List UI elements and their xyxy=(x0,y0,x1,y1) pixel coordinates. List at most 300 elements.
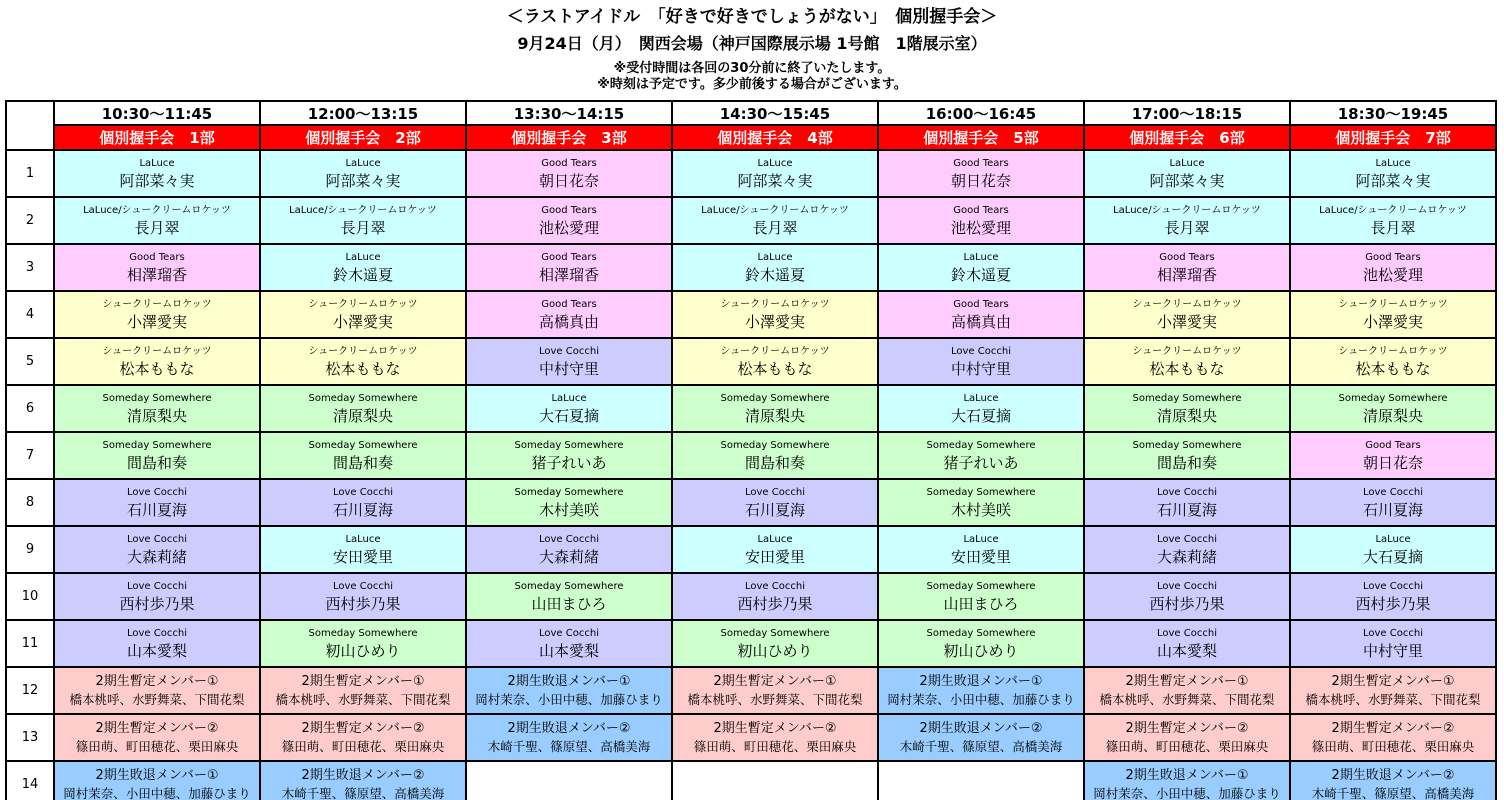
group-label: LaLuce/シュークリームロケッツ xyxy=(289,204,437,216)
schedule-row xyxy=(6,761,1496,800)
schedule-cell xyxy=(260,526,466,573)
session-header: 個別握手会 6部 xyxy=(1084,125,1290,150)
group-label: Love Cocchi xyxy=(1363,627,1423,639)
schedule-cell xyxy=(54,150,260,197)
group-label: Love Cocchi xyxy=(1363,580,1423,592)
member-name: 高橋真由 xyxy=(538,312,599,331)
group-label: 2期生暫定メンバー① xyxy=(95,674,219,689)
schedule-cell xyxy=(672,385,878,432)
schedule-cell xyxy=(54,714,260,761)
schedule-row xyxy=(6,291,1496,338)
member-name: 山田まひろ xyxy=(943,594,1019,613)
member-name: 池松愛理 xyxy=(950,218,1011,237)
member-name: 山田まひろ xyxy=(531,594,607,613)
group-label: 2期生暫定メンバー① xyxy=(713,674,837,689)
group-label: Someday Somewhere xyxy=(720,439,830,451)
event-notes xyxy=(0,61,1504,93)
schedule-cell xyxy=(466,150,672,197)
schedule-row xyxy=(6,479,1496,526)
schedule-cell xyxy=(672,526,878,573)
session-header: 個別握手会 2部 xyxy=(260,125,466,150)
schedule-cell xyxy=(54,479,260,526)
group-label: LaLuce xyxy=(757,251,793,263)
member-name: 木崎千聖、篠原望、高橋美海 xyxy=(899,739,1063,754)
schedule-cell xyxy=(1290,338,1496,385)
schedule-row xyxy=(6,714,1496,761)
group-label: Someday Somewhere xyxy=(926,439,1036,451)
group-label: Love Cocchi xyxy=(1363,486,1423,498)
schedule-cell xyxy=(54,197,260,244)
schedule-row xyxy=(6,385,1496,432)
schedule-cell xyxy=(1084,526,1290,573)
member-name: 木崎千聖、篠原望、高橋美海 xyxy=(1311,786,1475,800)
schedule-cell xyxy=(466,244,672,291)
schedule-cell xyxy=(54,761,260,800)
schedule-cell xyxy=(54,573,260,620)
group-label: LaLuce/シュークリームロケッツ xyxy=(83,204,231,216)
schedule-cell xyxy=(466,338,672,385)
group-label: LaLuce xyxy=(1375,533,1411,545)
member-name: 篠田萌、町田穂花、栗田麻央 xyxy=(693,739,857,754)
member-name: 小澤愛実 xyxy=(126,312,187,331)
schedule-cell xyxy=(878,573,1084,620)
group-label: LaLuce/シュークリームロケッツ xyxy=(1319,204,1467,216)
lane-number: 8 xyxy=(6,479,54,526)
group-label: Someday Somewhere xyxy=(514,486,624,498)
schedule-cell xyxy=(672,714,878,761)
group-label: シュークリームロケッツ xyxy=(1338,298,1448,310)
member-name: 石川夏海 xyxy=(1362,500,1423,519)
schedule-cell xyxy=(1084,244,1290,291)
schedule-cell xyxy=(878,338,1084,385)
member-name: 池松愛理 xyxy=(1362,265,1423,284)
member-name: 間島和奏 xyxy=(1156,453,1217,472)
schedule-cell xyxy=(260,244,466,291)
schedule-cell xyxy=(878,150,1084,197)
group-label: 2期生暫定メンバー① xyxy=(1125,674,1249,689)
group-label: Love Cocchi xyxy=(539,627,599,639)
group-label: LaLuce xyxy=(139,157,175,169)
group-label: Love Cocchi xyxy=(1157,627,1217,639)
member-name: 籾山ひめり xyxy=(325,641,401,660)
group-label: LaLuce xyxy=(1375,157,1411,169)
member-name: 石川夏海 xyxy=(126,500,187,519)
member-name: 橋本桃呼、水野舞菜、下間花梨 xyxy=(687,692,863,707)
lane-number: 14 xyxy=(6,761,54,800)
schedule-cell xyxy=(260,338,466,385)
schedule-cell xyxy=(260,291,466,338)
group-label: Love Cocchi xyxy=(127,533,187,545)
group-label: 2期生敗退メンバー① xyxy=(95,768,219,783)
lane-number: 4 xyxy=(6,291,54,338)
lane-number: 10 xyxy=(6,573,54,620)
member-name: 木村美咲 xyxy=(538,500,599,519)
group-label: 2期生暫定メンバー② xyxy=(95,721,219,736)
member-name: 橋本桃呼、水野舞菜、下間花梨 xyxy=(69,692,245,707)
lane-number: 7 xyxy=(6,432,54,479)
member-name: 清原梨央 xyxy=(332,406,393,425)
schedule-cell xyxy=(878,244,1084,291)
member-name: 朝日花奈 xyxy=(538,171,599,190)
group-label: Love Cocchi xyxy=(127,486,187,498)
group-label: シュークリームロケッツ xyxy=(720,298,830,310)
group-label: 2期生暫定メンバー② xyxy=(1125,721,1249,736)
member-name: 篠田萌、町田穂花、栗田麻央 xyxy=(1311,739,1475,754)
schedule-row xyxy=(6,432,1496,479)
schedule-cell xyxy=(878,385,1084,432)
group-label: Someday Somewhere xyxy=(308,439,418,451)
schedule-cell xyxy=(878,526,1084,573)
schedule-row xyxy=(6,338,1496,385)
empty-cell xyxy=(672,761,878,800)
member-name: 木崎千聖、篠原望、高橋美海 xyxy=(487,739,651,754)
group-label: Someday Somewhere xyxy=(102,392,212,404)
lane-number: 6 xyxy=(6,385,54,432)
group-label: Love Cocchi xyxy=(333,486,393,498)
note-line-1: ※受付時間は各回の30分前に終了いたします。 xyxy=(613,61,891,76)
group-label: 2期生暫定メンバー② xyxy=(1331,721,1455,736)
member-name: 長月翠 xyxy=(1370,218,1416,237)
member-name: 安田愛里 xyxy=(950,547,1011,566)
schedule-cell xyxy=(878,714,1084,761)
schedule-cell xyxy=(1290,150,1496,197)
schedule-cell xyxy=(672,479,878,526)
group-label: Someday Somewhere xyxy=(926,627,1036,639)
schedule-cell xyxy=(54,338,260,385)
member-name: 池松愛理 xyxy=(538,218,599,237)
schedule-cell xyxy=(1084,573,1290,620)
group-label: シュークリームロケッツ xyxy=(308,298,418,310)
member-name: 山本愛梨 xyxy=(126,641,187,660)
schedule-cell xyxy=(466,714,672,761)
member-name: 長月翠 xyxy=(752,218,798,237)
member-name: 石川夏海 xyxy=(332,500,393,519)
schedule-cell xyxy=(260,620,466,667)
schedule-cell xyxy=(260,197,466,244)
group-label: シュークリームロケッツ xyxy=(720,345,830,357)
schedule-cell xyxy=(1084,432,1290,479)
member-name: 石川夏海 xyxy=(1156,500,1217,519)
session-header: 個別握手会 1部 xyxy=(54,125,260,150)
schedule-cell xyxy=(1084,479,1290,526)
time-slot-header: 18:30～19:45 xyxy=(1290,101,1496,125)
group-label: シュークリームロケッツ xyxy=(1338,345,1448,357)
schedule-cell xyxy=(54,432,260,479)
lane-number: 9 xyxy=(6,526,54,573)
member-name: 橋本桃呼、水野舞菜、下間花梨 xyxy=(1099,692,1275,707)
schedule-cell xyxy=(672,432,878,479)
member-name: 長月翠 xyxy=(340,218,386,237)
group-label: 2期生敗退メンバー② xyxy=(301,768,425,783)
schedule-cell xyxy=(466,620,672,667)
member-name: 間島和奏 xyxy=(332,453,393,472)
schedule-cell xyxy=(1290,761,1496,800)
member-name: 西村歩乃果 xyxy=(1355,594,1431,613)
schedule-cell xyxy=(260,432,466,479)
schedule-cell xyxy=(1290,526,1496,573)
member-name: 岡村茉奈、小田中穂、加藤ひまり xyxy=(63,786,251,800)
group-label: LaLuce xyxy=(345,533,381,545)
group-label: 2期生暫定メンバー② xyxy=(713,721,837,736)
group-label: Love Cocchi xyxy=(1157,486,1217,498)
group-label: Someday Somewhere xyxy=(1132,392,1242,404)
group-label: シュークリームロケッツ xyxy=(1132,298,1242,310)
session-header-row xyxy=(6,125,1496,150)
member-name: 篠田萌、町田穂花、栗田麻央 xyxy=(1105,739,1269,754)
event-date-venue: 9月24日（月） 関西会場（神戸国際展示場 1号館 1階展示室） xyxy=(517,34,987,53)
member-name: 大石夏摘 xyxy=(950,406,1011,425)
group-label: LaLuce/シュークリームロケッツ xyxy=(1113,204,1261,216)
group-label: LaLuce xyxy=(963,251,999,263)
member-name: 長月翠 xyxy=(134,218,180,237)
member-name: 西村歩乃果 xyxy=(737,594,813,613)
lane-number: 13 xyxy=(6,714,54,761)
group-label: Love Cocchi xyxy=(1157,533,1217,545)
schedule-cell xyxy=(260,667,466,714)
schedule-cell xyxy=(672,667,878,714)
group-label: 2期生敗退メンバー① xyxy=(919,674,1043,689)
group-label: Love Cocchi xyxy=(745,580,805,592)
time-slot-header: 16:00～16:45 xyxy=(878,101,1084,125)
member-name: 中村守里 xyxy=(950,359,1011,378)
lane-number: 5 xyxy=(6,338,54,385)
member-name: 篠田萌、町田穂花、栗田麻央 xyxy=(281,739,445,754)
member-name: 松本ももな xyxy=(325,359,401,378)
member-name: 大森莉緒 xyxy=(126,547,187,566)
member-name: 石川夏海 xyxy=(744,500,805,519)
member-name: 松本ももな xyxy=(119,359,195,378)
schedule-cell xyxy=(878,479,1084,526)
session-header: 個別握手会 5部 xyxy=(878,125,1084,150)
group-label: LaLuce xyxy=(963,533,999,545)
schedule-cell xyxy=(466,526,672,573)
member-name: 阿部菜々実 xyxy=(737,171,813,190)
group-label: Love Cocchi xyxy=(745,486,805,498)
group-label: Good Tears xyxy=(541,251,597,263)
member-name: 猪子れいあ xyxy=(531,453,607,472)
member-name: 間島和奏 xyxy=(744,453,805,472)
group-label: Someday Somewhere xyxy=(308,392,418,404)
group-label: Good Tears xyxy=(953,298,1009,310)
session-header: 個別握手会 4部 xyxy=(672,125,878,150)
group-label: Someday Somewhere xyxy=(102,439,212,451)
member-name: 大石夏摘 xyxy=(538,406,599,425)
member-name: 松本ももな xyxy=(1149,359,1225,378)
member-name: 岡村茉奈、小田中穂、加藤ひまり xyxy=(475,692,663,707)
group-label: Good Tears xyxy=(541,157,597,169)
lane-number: 12 xyxy=(6,667,54,714)
schedule-cell xyxy=(878,432,1084,479)
member-name: 中村守里 xyxy=(538,359,599,378)
member-name: 篠田萌、町田穂花、栗田麻央 xyxy=(75,739,239,754)
member-name: 清原梨央 xyxy=(744,406,805,425)
group-label: Good Tears xyxy=(129,251,185,263)
group-label: Someday Somewhere xyxy=(1132,439,1242,451)
member-name: 阿部菜々実 xyxy=(1355,171,1431,190)
member-name: 山本愛梨 xyxy=(538,641,599,660)
group-label: Love Cocchi xyxy=(333,580,393,592)
schedule-cell xyxy=(54,526,260,573)
group-label: シュークリームロケッツ xyxy=(1132,345,1242,357)
schedule-cell xyxy=(466,667,672,714)
member-name: 西村歩乃果 xyxy=(1149,594,1225,613)
schedule-cell xyxy=(1084,150,1290,197)
schedule-cell xyxy=(1084,291,1290,338)
schedule-cell xyxy=(1290,385,1496,432)
schedule-cell xyxy=(1084,620,1290,667)
group-label: Someday Somewhere xyxy=(308,627,418,639)
group-label: Love Cocchi xyxy=(951,345,1011,357)
member-name: 小澤愛実 xyxy=(1156,312,1217,331)
schedule-cell xyxy=(260,573,466,620)
schedule-cell xyxy=(672,291,878,338)
lane-number: 3 xyxy=(6,244,54,291)
group-label: 2期生暫定メンバー① xyxy=(1331,674,1455,689)
member-name: 松本ももな xyxy=(1355,359,1431,378)
group-label: Love Cocchi xyxy=(539,345,599,357)
group-label: Someday Somewhere xyxy=(514,580,624,592)
member-name: 岡村茉奈、小田中穂、加藤ひまり xyxy=(887,692,1075,707)
schedule-row xyxy=(6,244,1496,291)
lane-number: 2 xyxy=(6,197,54,244)
schedule-cell xyxy=(466,432,672,479)
member-name: 鈴木遥夏 xyxy=(744,265,805,284)
schedule-cell xyxy=(878,620,1084,667)
empty-cell xyxy=(466,761,672,800)
schedule-cell xyxy=(260,385,466,432)
schedule-cell xyxy=(1084,385,1290,432)
member-name: 阿部菜々実 xyxy=(325,171,401,190)
member-name: 山本愛梨 xyxy=(1156,641,1217,660)
member-name: 阿部菜々実 xyxy=(119,171,195,190)
schedule-row xyxy=(6,573,1496,620)
schedule-cell xyxy=(878,291,1084,338)
schedule-cell xyxy=(1290,479,1496,526)
member-name: 長月翠 xyxy=(1164,218,1210,237)
schedule-cell xyxy=(672,620,878,667)
time-slot-header: 14:30～15:45 xyxy=(672,101,878,125)
group-label: Good Tears xyxy=(1365,439,1421,451)
lane-number: 1 xyxy=(6,150,54,197)
lane-number: 11 xyxy=(6,620,54,667)
group-label: Love Cocchi xyxy=(127,580,187,592)
schedule-cell xyxy=(54,385,260,432)
schedule-row xyxy=(6,526,1496,573)
group-label: Good Tears xyxy=(1365,251,1421,263)
schedule-cell xyxy=(260,761,466,800)
group-label: LaLuce xyxy=(1169,157,1205,169)
schedule-cell xyxy=(1290,197,1496,244)
member-name: 阿部菜々実 xyxy=(1149,171,1225,190)
group-label: Love Cocchi xyxy=(539,533,599,545)
schedule-cell xyxy=(672,573,878,620)
member-name: 木村美咲 xyxy=(950,500,1011,519)
group-label: 2期生敗退メンバー② xyxy=(1331,768,1455,783)
schedule-row xyxy=(6,150,1496,197)
session-header: 個別握手会 3部 xyxy=(466,125,672,150)
schedule-cell xyxy=(260,479,466,526)
schedule-cell xyxy=(54,620,260,667)
group-label: Someday Somewhere xyxy=(720,627,830,639)
schedule-cell xyxy=(54,291,260,338)
member-name: 中村守里 xyxy=(1362,641,1423,660)
member-name: 大森莉緒 xyxy=(538,547,599,566)
schedule-cell xyxy=(1290,244,1496,291)
group-label: 2期生敗退メンバー① xyxy=(507,674,631,689)
member-name: 大石夏摘 xyxy=(1362,547,1423,566)
schedule-cell xyxy=(672,338,878,385)
schedule-cell xyxy=(1084,714,1290,761)
group-label: Good Tears xyxy=(953,204,1009,216)
time-slot-header: 12:00～13:15 xyxy=(260,101,466,125)
member-name: 清原梨央 xyxy=(1156,406,1217,425)
schedule-row xyxy=(6,620,1496,667)
member-name: 猪子れいあ xyxy=(943,453,1019,472)
page-header xyxy=(0,0,1504,93)
schedule-cell xyxy=(878,197,1084,244)
group-label: Good Tears xyxy=(541,204,597,216)
group-label: Love Cocchi xyxy=(1157,580,1217,592)
member-name: 小澤愛実 xyxy=(1362,312,1423,331)
corner-cell xyxy=(6,101,54,150)
group-label: 2期生敗退メンバー① xyxy=(1125,768,1249,783)
schedule-cell xyxy=(672,244,878,291)
schedule-cell xyxy=(1290,667,1496,714)
schedule-row xyxy=(6,667,1496,714)
group-label: LaLuce xyxy=(551,392,587,404)
schedule-cell xyxy=(1290,573,1496,620)
member-name: 相澤瑠香 xyxy=(126,265,187,284)
group-label: Good Tears xyxy=(541,298,597,310)
member-name: 鈴木遥夏 xyxy=(332,265,393,284)
schedule-cell xyxy=(466,385,672,432)
time-slot-header: 10:30～11:45 xyxy=(54,101,260,125)
time-header-row xyxy=(6,101,1496,125)
member-name: 西村歩乃果 xyxy=(119,594,195,613)
group-label: LaLuce xyxy=(757,533,793,545)
schedule-cell xyxy=(1084,197,1290,244)
group-label: Someday Somewhere xyxy=(926,486,1036,498)
schedule-cell xyxy=(1290,432,1496,479)
group-label: LaLuce xyxy=(345,157,381,169)
time-slot-header: 13:30～14:15 xyxy=(466,101,672,125)
member-name: 籾山ひめり xyxy=(943,641,1019,660)
member-name: 橋本桃呼、水野舞菜、下間花梨 xyxy=(1305,692,1481,707)
group-label: Someday Somewhere xyxy=(514,439,624,451)
member-name: 木崎千聖、篠原望、高橋美海 xyxy=(281,786,445,800)
group-label: Love Cocchi xyxy=(127,627,187,639)
event-title: ＜ラストアイドル 「好きで好きでしょうがない」 個別握手会＞ xyxy=(506,7,998,27)
member-name: 岡村茉奈、小田中穂、加藤ひまり xyxy=(1093,786,1281,800)
schedule-cell xyxy=(466,197,672,244)
member-name: 安田愛里 xyxy=(744,547,805,566)
group-label: 2期生暫定メンバー① xyxy=(301,674,425,689)
schedule-cell xyxy=(466,479,672,526)
schedule-cell xyxy=(54,244,260,291)
member-name: 西村歩乃果 xyxy=(325,594,401,613)
schedule-cell xyxy=(260,150,466,197)
member-name: 相澤瑠香 xyxy=(1156,265,1217,284)
schedule-table xyxy=(5,100,1497,800)
schedule-cell xyxy=(1084,761,1290,800)
schedule-cell xyxy=(1290,291,1496,338)
schedule-cell xyxy=(466,291,672,338)
group-label: シュークリームロケッツ xyxy=(102,345,212,357)
group-label: LaLuce xyxy=(963,392,999,404)
group-label: Someday Somewhere xyxy=(1338,392,1448,404)
member-name: 清原梨央 xyxy=(126,406,187,425)
schedule-cell xyxy=(1290,620,1496,667)
